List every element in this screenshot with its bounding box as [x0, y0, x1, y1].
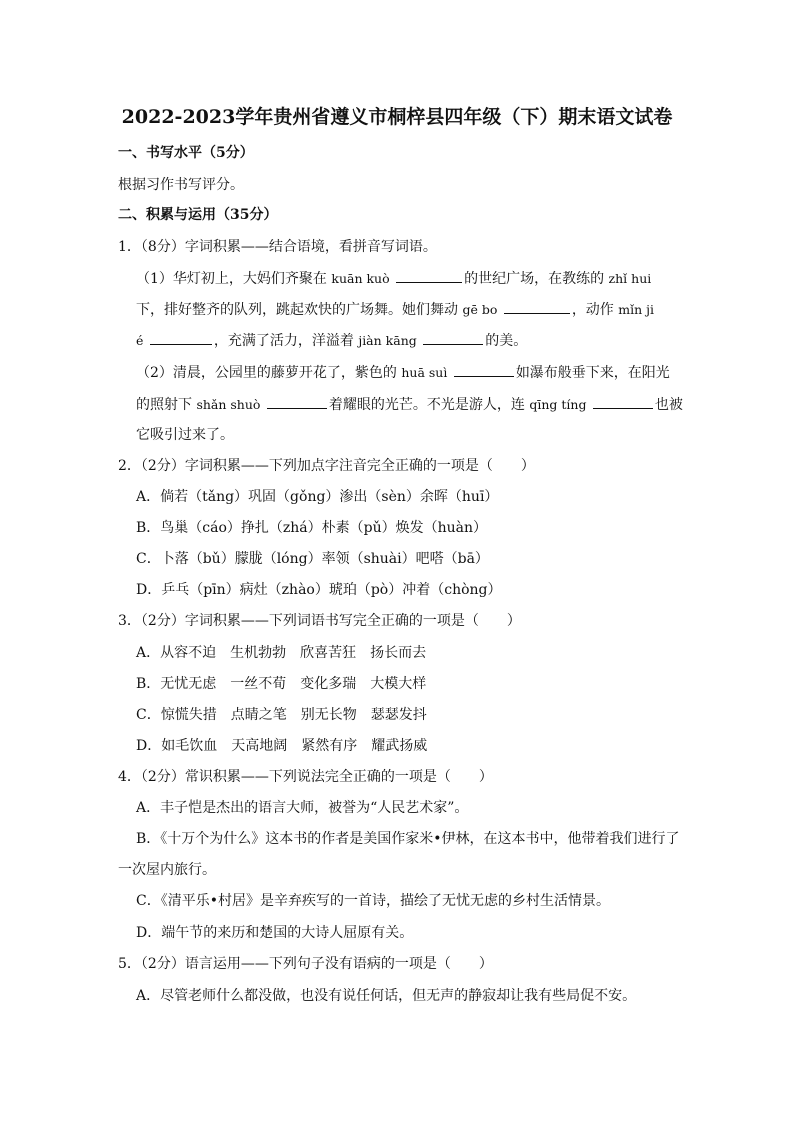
q4-option-b[interactable]: B．《十万个为什么》这本书的作者是美国作家米•伊林，在这本书中，他带着我们进行了	[136, 831, 680, 847]
q2-option-b[interactable]: B．鸟巢（cáo）挣扎（zhá）朴素（pǔ）焕发（huàn）	[136, 520, 488, 536]
q1-text: ，动作	[571, 302, 614, 318]
q2-option-a[interactable]: A．倘若（tǎng）巩固（gǒng）渗出（sèn）余晖（huī）	[136, 489, 499, 505]
pinyin: huā suì	[401, 365, 448, 380]
pinyin: mǐn ji	[618, 302, 655, 317]
q1-text: （2）清晨，公园里的藤萝开花了，紫色的	[136, 365, 397, 381]
q1-stem: 1．（8分）字词积累——结合语境，看拼音写词语。	[118, 239, 437, 255]
q1-line1	[136, 268, 651, 289]
q1-line6: 它吸引过来了。	[136, 427, 234, 443]
q5-stem: 5．（2分）语言运用——下列句子没有语病的一项是（ ）	[118, 956, 493, 972]
q3-stem: 3．（2分）字词积累——下列词语书写完全正确的一项是（ ）	[118, 613, 521, 629]
q1-text: 的世纪广场，在教练的	[464, 271, 605, 287]
pinyin: zhǐ hui	[608, 271, 652, 286]
q1-line2	[136, 299, 654, 320]
pinyin: jiàn kāng	[358, 333, 417, 348]
q4-option-b-continued[interactable]: 一次屋内旅行。	[118, 862, 216, 878]
q1-text: 的照射下	[136, 397, 192, 413]
q1-text: ，充满了活力，洋溢着	[213, 333, 354, 349]
answer-blank[interactable]	[396, 268, 462, 283]
q3-option-b[interactable]: B．无忧无虑 一丝不荀 变化多瑞 大模大样	[136, 676, 427, 692]
section2-heading: 二、积累与运用（35分）	[118, 207, 278, 223]
q1-text: 下，排好整齐的队列，跳起欢快的广场舞。她们舞动	[136, 302, 458, 318]
q1-text: 着耀眼的光芒。不光是游人，连	[328, 397, 525, 413]
answer-blank[interactable]	[593, 394, 653, 409]
q1-line3	[136, 330, 527, 351]
pinyin: é	[136, 333, 144, 348]
pinyin: qīng tíng	[529, 397, 587, 412]
q1-text: 如瀑布般垂下来，在阳光	[515, 365, 670, 381]
q5-option-a[interactable]: A．尽管老师什么都没做，也没有说任何话，但无声的静寂却让我有些局促不安。	[136, 988, 637, 1004]
q3-option-a[interactable]: A．从容不迫 生机勃勃 欣喜苦狂 扬长而去	[136, 645, 427, 661]
answer-blank[interactable]	[454, 362, 514, 377]
pinyin: gē bo	[462, 302, 498, 317]
pinyin: kuān kuò	[331, 271, 390, 286]
q4-stem: 4．（2分）常识积累——下列说法完全正确的一项是（ ）	[118, 769, 493, 785]
answer-blank[interactable]	[267, 394, 327, 409]
q4-option-d[interactable]: D．端午节的来历和楚国的大诗人屈原有关。	[136, 925, 414, 941]
q1-text: 的美。	[485, 333, 528, 349]
q2-stem: 2．（2分）字词积累——下列加点字注音完全正确的一项是（ ）	[118, 458, 535, 474]
answer-blank[interactable]	[423, 330, 483, 345]
q4-option-a[interactable]: A．丰子恺是杰出的语言大师，被誉为“人民艺术家”。	[136, 800, 469, 816]
answer-blank[interactable]	[150, 330, 212, 345]
q1-line4	[136, 362, 670, 383]
q1-text: （1）华灯初上，大妈们齐聚在	[136, 271, 327, 287]
q1-line5	[136, 394, 683, 415]
q2-option-d[interactable]: D．乒乓（pīn）病灶（zhào）琥珀（pò）冲着（chòng）	[136, 582, 502, 598]
q1-text: 也被	[654, 397, 683, 413]
section1-heading: 一、书写水平（5分）	[118, 145, 254, 161]
pinyin: shǎn shuò	[196, 397, 261, 412]
q4-option-c[interactable]: C．《清平乐•村居》是辛弃疾写的一首诗，描绘了无忧无虑的乡村生活情景。	[136, 893, 610, 909]
page-title: 2022-2023学年贵州省遵义市桐梓县四年级（下）期末语文试卷	[121, 106, 673, 128]
q3-option-c[interactable]: C．惊慌失措 点睛之笔 别无长物 瑟瑟发抖	[136, 707, 427, 723]
q3-option-d[interactable]: D．如毛饮血 天高地阔 紧然有序 耀武扬威	[136, 738, 428, 754]
answer-blank[interactable]	[504, 299, 570, 314]
section1-text: 根据习作书写评分。	[118, 177, 244, 193]
q2-option-c[interactable]: C．卜落（bǔ）朦胧（lóng）率领（shuài）吧嗒（bā）	[136, 551, 489, 567]
